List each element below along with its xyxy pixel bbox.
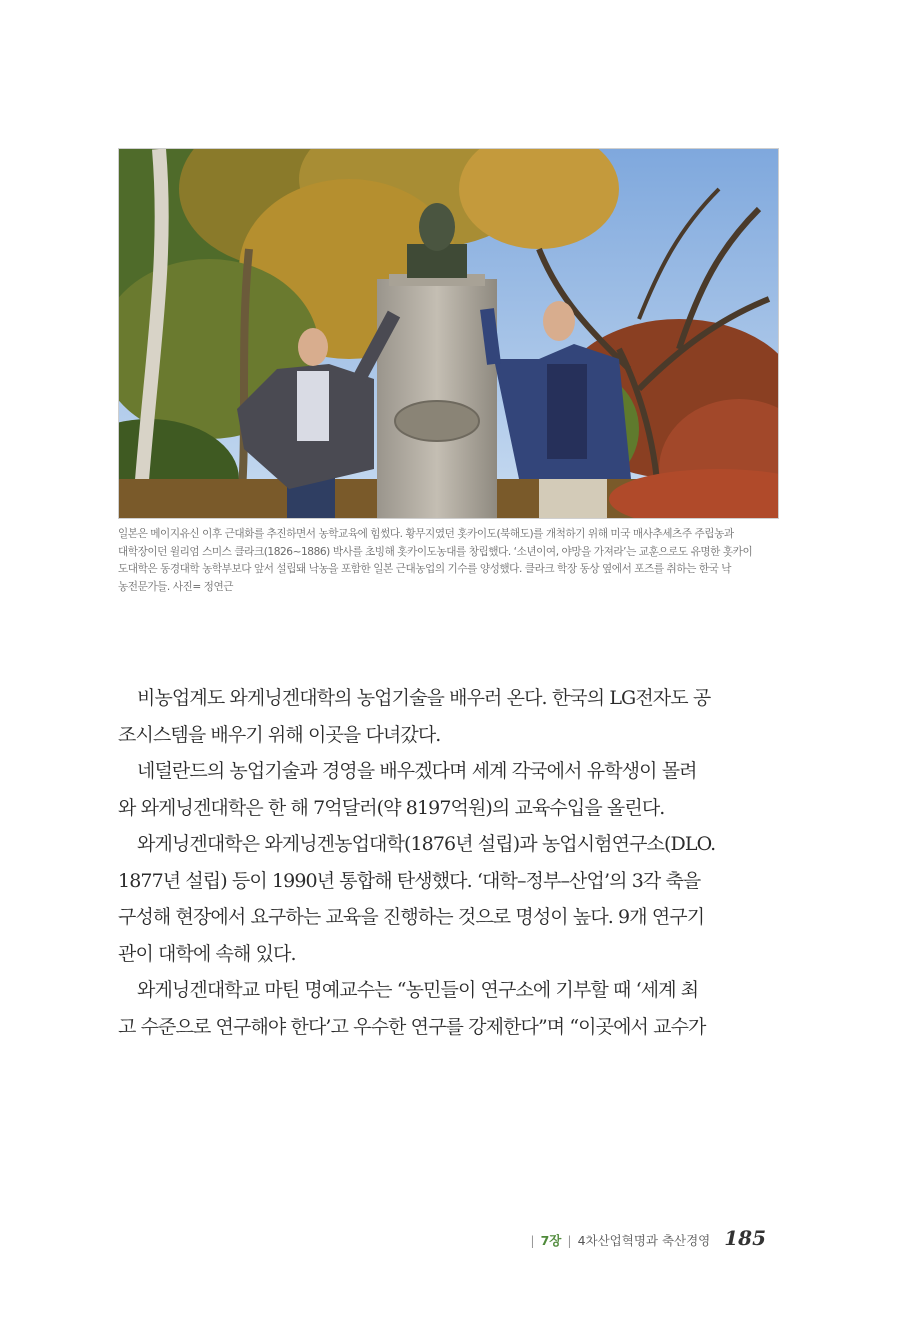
body-line: 조시스템을 배우기 위해 이곳을 다녀갔다. — [118, 723, 441, 746]
body-line: 와 와게닝겐대학은 한 해 7억달러(약 8197억원)의 교육수입을 올린다. — [118, 796, 665, 819]
footer-divider: | — [530, 1233, 535, 1248]
caption-line: 농전문가들. 사진= 정연근 — [118, 580, 234, 593]
footer-divider: | — [567, 1233, 572, 1248]
body-line: 와게닝겐대학은 와게닝겐농업대학(1876년 설립)과 농업시험연구소(DLO. — [137, 833, 716, 855]
caption-line: 대학장이던 윌리엄 스미스 클라크(1826~1886) 박사를 초빙해 홋카이도농대를 창립했다. ‘소년이여, 야망을 가져라’는 교훈으로도 유명한 홋카이 — [118, 545, 753, 558]
body-line: 1877년 설립) 등이 1990년 통합해 탄생했다. ‘대학–정부–산업’의 3각 축을 — [118, 869, 701, 892]
book-section-title: 4차산업혁명과 축산경영 — [577, 1233, 711, 1248]
body-line: 구성해 현장에서 요구하는 교육을 진행하는 것으로 명성이 높다. 9개 연구기 — [118, 906, 705, 928]
body-line: 비농업계도 와게닝겐대학의 농업기술을 배우러 온다. 한국의 LG전자도 공 — [137, 687, 711, 709]
caption-line: 도대학은 동경대학 농학부보다 앞서 설립돼 낙농을 포함한 일본 근대농업의 기수를 양성했다. 클라크 학장 동상 옆에서 포즈를 취하는 한국 낙 — [118, 563, 732, 575]
photo-image — [118, 148, 779, 519]
body-line: 고 수준으로 연구해야 한다’고 우수한 연구를 강제한다”며 “이곳에서 교수가 — [118, 1015, 706, 1038]
page-footer — [530, 1226, 766, 1250]
caption-line: 일본은 메이지유신 이후 근대화를 추진하면서 농학교육에 힘썼다. 황무지였던 홋카이도(북해도)를 개척하기 위해 미국 매사추세츠주 주립농과 — [118, 528, 734, 540]
body-text — [118, 680, 779, 1045]
page-number: 185 — [724, 1226, 766, 1250]
chapter-label: 7장 — [540, 1233, 562, 1248]
photo-caption — [118, 526, 779, 596]
body-line: 와게닝겐대학교 마틴 명예교수는 “농민들이 연구소에 기부할 때 ‘세계 최 — [137, 979, 699, 1001]
body-line: 네덜란드의 농업기술과 경영을 배우겠다며 세계 각국에서 유학생이 몰려 — [137, 760, 697, 782]
body-line: 관이 대학에 속해 있다. — [118, 942, 296, 965]
